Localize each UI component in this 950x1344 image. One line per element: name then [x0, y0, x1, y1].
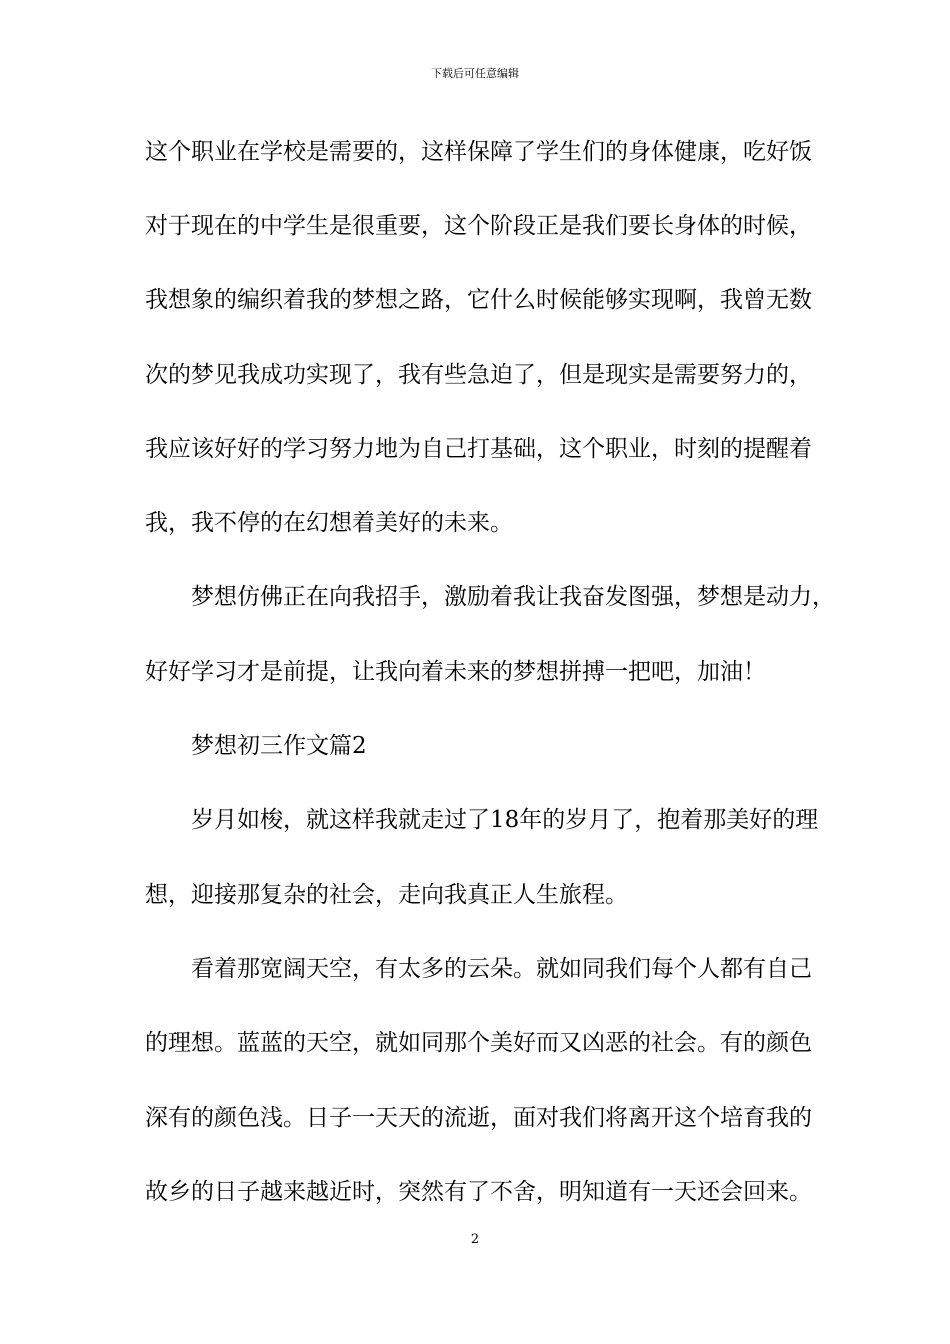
body-line-11: 想，迎接那复杂的社会，走向我真正人生旅程。: [145, 882, 628, 908]
body-line-12: 看着那宽阔天空，有太多的云朵。就如同我们每个人都有自己: [191, 956, 812, 982]
body-line-3: 我想象的编织着我的梦想之路，它什么时候能够实现啊，我曾无数: [145, 287, 812, 313]
body-line-13: 的理想。蓝蓝的天空，就如同那个美好而又凶恶的社会。有的颜色: [145, 1030, 812, 1056]
body-line-2: 对于现在的中学生是很重要，这个阶段正是我们要长身体的时候，: [145, 213, 812, 239]
body-line-6: 我，我不停的在幻想着美好的未来。: [145, 510, 513, 536]
body-line-1: 这个职业在学校是需要的，这样保障了学生们的身体健康，吃好饭: [145, 139, 812, 165]
body-line-4: 次的梦见我成功实现了，我有些急迫了，但是现实是需要努力的，: [145, 362, 812, 388]
body-line-10: 岁月如梭，就这样我就走过了18年的岁月了，抱着那美好的理: [191, 807, 819, 833]
body-line-7: 梦想仿佛正在向我招手，激励着我让我奋发图强，梦想是动力，: [191, 584, 835, 610]
body-line-15: 故乡的日子越来越近时，突然有了不舍，明知道有一天还会回来。: [145, 1179, 812, 1205]
body-line-8: 好好学习才是前提，让我向着未来的梦想拼搏一把吧，加油！: [145, 659, 766, 685]
page-number: 2: [470, 1232, 480, 1247]
section-heading: 梦想初三作文篇2: [191, 733, 367, 759]
body-line-5: 我应该好好的学习努力地为自己打基础，这个职业，时刻的提醒着: [145, 436, 812, 462]
page-header: 下载后可任意编辑: [431, 67, 519, 80]
body-line-14: 深有的颜色浅。日子一天天的流逝，面对我们将离开这个培育我的: [145, 1105, 812, 1131]
